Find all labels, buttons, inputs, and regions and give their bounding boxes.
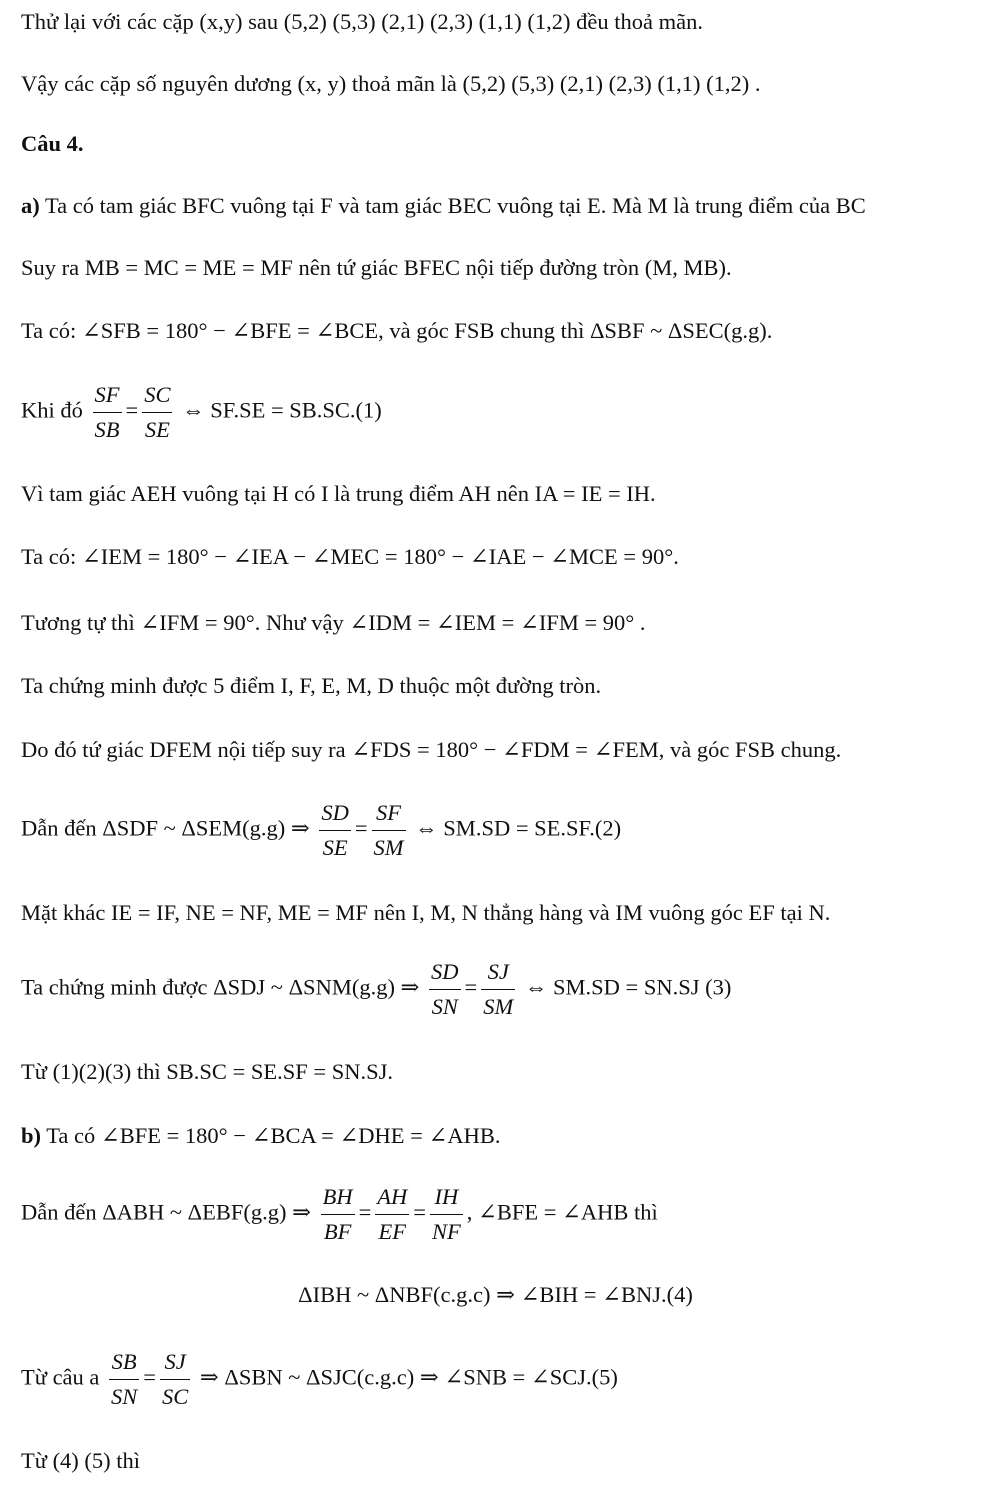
denominator: SM	[483, 993, 514, 1019]
centered-equation: ΔIBH ~ ΔNBF(c.g.c) ⇒ ∠BIH = ∠BNJ.(4)	[298, 1282, 693, 1307]
numerator: SF	[93, 383, 122, 413]
text-span: Khi đó	[21, 397, 83, 423]
equation-line: Dẫn đến ΔABH ~ ΔEBF(g.g) ⇒ $\frac{BH}{BF}$ = $\frac{AH}{EF}$ = $\frac{IH}{NF}$ , ∠BFE = ∠AHB thì	[21, 1184, 658, 1244]
text-line: Ta chứng minh được 5 điểm I, F, E, M, D thuộc một đường tròn.	[21, 673, 602, 698]
text-line: Vậy các cặp số nguyên dương (x, y) thoả mãn là (5,2) (5,3) (2,1) (2,3) (1,1) (1,2) .	[21, 71, 761, 96]
text-line	[21, 1125, 500, 1148]
equation-line: Từ câu a $\frac{SB}{SN}$ = $\frac{SJ}{SC}$ ⇒ ΔSBN ~ ΔSJC(c.g.c) ⇒ ∠SNB = ∠SCJ.(5)	[21, 1349, 618, 1409]
fraction	[160, 1350, 190, 1408]
text-span: , ∠BFE = ∠AHB thì	[466, 1199, 658, 1225]
denominator: SM	[373, 834, 404, 860]
text-span: ⇔ SM.SD = SE.SF.(2)	[415, 815, 622, 841]
fraction	[372, 801, 406, 859]
fraction	[319, 801, 351, 859]
text-span: Từ câu a	[21, 1364, 100, 1390]
heading-cau-4	[21, 133, 84, 156]
numerator: SJ	[160, 1350, 190, 1380]
denominator: SE	[322, 834, 348, 860]
heading-text: Câu 4.	[21, 131, 84, 156]
fraction	[142, 383, 172, 441]
numerator: SD	[319, 801, 351, 831]
text-span: Dẫn đến ΔSDF ~ ΔSEM(g.g) ⇒	[21, 815, 310, 841]
text-span: ⇒ ΔSBN ~ ΔSJC(c.g.c) ⇒ ∠SNB = ∠SCJ.(5)	[199, 1364, 618, 1390]
fraction	[93, 383, 122, 441]
part-label: b)	[21, 1123, 42, 1148]
denominator: SB	[94, 416, 120, 442]
text-line: Suy ra MB = MC = ME = MF nên tứ giác BFEC nội tiếp đường tròn (M, MB).	[21, 255, 732, 280]
text-line	[21, 195, 866, 218]
numerator: IH	[430, 1185, 463, 1215]
denominator: SC	[162, 1383, 189, 1409]
numerator: SC	[142, 383, 172, 413]
fraction	[321, 1185, 355, 1243]
fraction	[430, 1185, 463, 1243]
text-line: Tương tự thì ∠IFM = 90°. Như vậy ∠IDM = ∠IEM = ∠IFM = 90° .	[21, 610, 646, 635]
denominator: SN	[111, 1383, 138, 1409]
fraction	[481, 960, 515, 1018]
text-line: Ta có: ∠SFB = 180° − ∠BFE = ∠BCE, và góc FSB chung thì ΔSBF ~ ΔSEC(g.g).	[21, 318, 773, 343]
fraction	[429, 960, 461, 1018]
text-span: Ta có ∠BFE = 180° − ∠BCA = ∠DHE = ∠AHB.	[46, 1123, 501, 1148]
denominator: NF	[431, 1218, 461, 1244]
numerator: SB	[109, 1350, 139, 1380]
numerator: SJ	[481, 960, 515, 990]
denominator: SN	[431, 993, 458, 1019]
text-line: Từ (1)(2)(3) thì SB.SC = SE.SF = SN.SJ.	[21, 1059, 394, 1084]
fraction	[375, 1185, 409, 1243]
numerator: SD	[429, 960, 461, 990]
equation-line: Ta chứng minh được ΔSDJ ~ ΔSNM(g.g) ⇒ $\frac{SD}{SN}$ = $\frac{SJ}{SM}$ ⇔ SM.SD = SN.SJ (3)	[21, 959, 732, 1019]
text-line: Do đó tứ giác DFEM nội tiếp suy ra ∠FDS = 180° − ∠FDM = ∠FEM, và góc FSB chung.	[21, 737, 842, 762]
text-span: Dẫn đến ΔABH ~ ΔEBF(g.g) ⇒	[21, 1199, 311, 1225]
equation-line: Khi đó $\frac{SF}{SB}$ = $\frac{SC}{SE}$ ⇔ SF.SE = SB.SC.(1)	[21, 382, 382, 442]
text-line: Từ (4) (5) thì	[21, 1448, 141, 1473]
text-span: ⇔ SM.SD = SN.SJ (3)	[524, 974, 732, 1000]
text-line: Vì tam giác AEH vuông tại H có I là trung điểm AH nên IA = IE = IH.	[21, 481, 656, 506]
text-span: Ta chứng minh được ΔSDJ ~ ΔSNM(g.g) ⇒	[21, 974, 420, 1000]
part-label: a)	[21, 193, 40, 218]
fraction	[109, 1350, 139, 1408]
text-line: Ta có: ∠IEM = 180° − ∠IEA − ∠MEC = 180° − ∠IAE − ∠MCE = 90°.	[21, 544, 679, 569]
denominator: EF	[378, 1218, 407, 1244]
equation-line: Dẫn đến ΔSDF ~ ΔSEM(g.g) ⇒ $\frac{SD}{SE}$ = $\frac{SF}{SM}$ ⇔ SM.SD = SE.SF.(2)	[21, 800, 622, 860]
denominator: BF	[323, 1218, 352, 1244]
text-span: ⇔ SF.SE = SB.SC.(1)	[182, 397, 382, 423]
text-line: Mặt khác IE = IF, NE = NF, ME = MF nên I, M, N thẳng hàng và IM vuông góc EF tại N.	[21, 900, 831, 925]
numerator: SF	[372, 801, 406, 831]
text-span: Ta có tam giác BFC vuông tại F và tam giác BEC vuông tại E. Mà M là trung điểm của BC	[44, 193, 866, 218]
numerator: BH	[321, 1185, 355, 1215]
denominator: SE	[144, 416, 170, 442]
numerator: AH	[375, 1185, 409, 1215]
text-line: Thử lại với các cặp (x,y) sau (5,2) (5,3) (2,1) (2,3) (1,1) (1,2) đều thoả mãn.	[21, 9, 703, 34]
